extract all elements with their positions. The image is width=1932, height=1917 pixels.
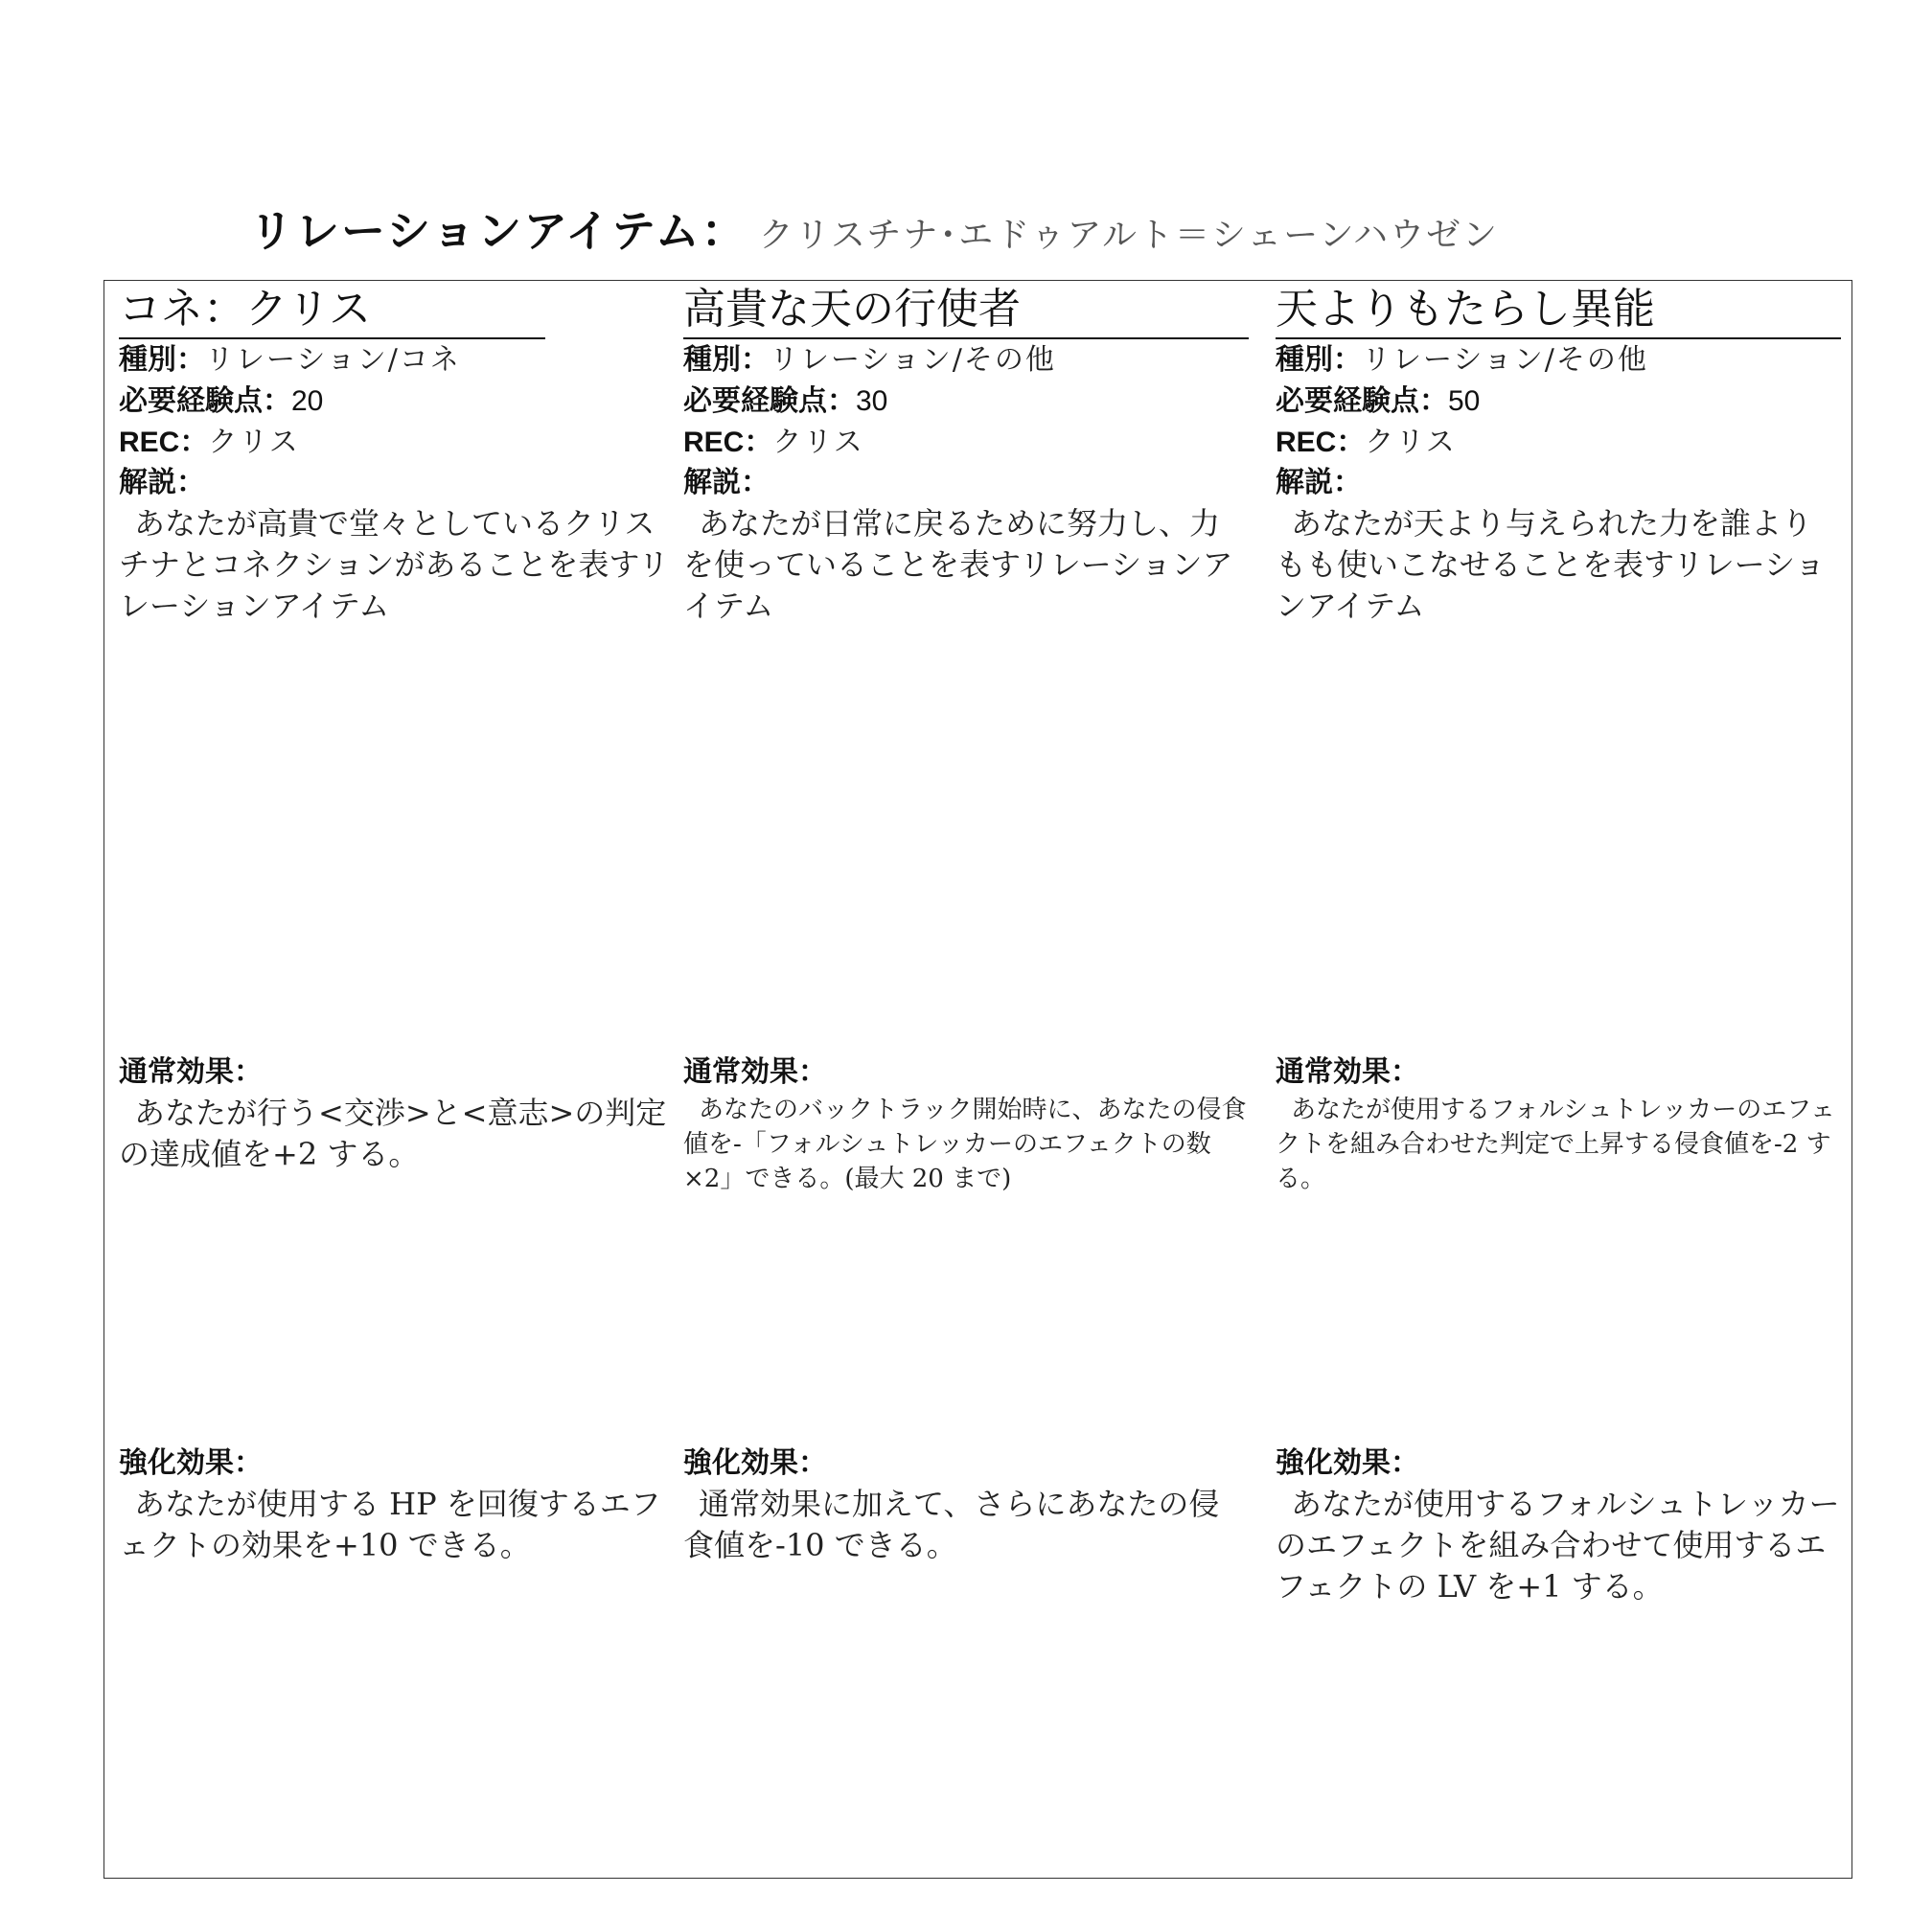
boost-effect-text: 通常効果に加えて、さらにあなたの侵食値を-10 できる。	[683, 1486, 1220, 1563]
rec-label: REC：	[1276, 427, 1366, 458]
rec-value: クリス	[208, 426, 300, 459]
rec-line	[119, 422, 684, 463]
type-label: 種別：	[1276, 344, 1362, 376]
rec-value: クリス	[1365, 426, 1457, 459]
normal-effect-text: あなたのバックトラック開始時に、あなたの侵食値を-「フォルシュトレッカーのエフェクトの数×2」できる。(最大 20 まで)	[683, 1096, 1247, 1193]
boost-effect	[683, 1444, 1249, 1566]
exp-value: 20	[291, 385, 324, 417]
type-line	[1276, 339, 1841, 381]
normal-effect	[683, 1052, 1249, 1196]
boost-effect-label: 強化効果：	[119, 1447, 263, 1479]
type-label: 種別：	[683, 344, 770, 376]
rec-line	[1276, 422, 1841, 463]
exp-value: 50	[1448, 385, 1481, 417]
relation-card-1	[119, 286, 684, 1867]
type-line	[119, 339, 684, 381]
normal-effect-text: あなたが使用するフォルシュトレッカーのエフェクトを組み合わせた判定で上昇する侵食値を-2 する。	[1276, 1096, 1835, 1193]
type-value: リレーション/その他	[770, 343, 1056, 377]
normal-effect-label: 通常効果：	[119, 1056, 263, 1088]
exp-line	[1276, 381, 1841, 422]
normal-effect	[1276, 1052, 1841, 1196]
desc-text: あなたが日常に戻るために努力し、力を使っていることを表すリレーションアイテム	[683, 505, 1233, 624]
exp-value: 30	[856, 385, 888, 417]
relation-card-2	[683, 286, 1249, 1867]
normal-effect-label: 通常効果：	[683, 1056, 827, 1088]
page-subtitle: クリスチナ･エドゥアルト＝シェーンハウゼン	[758, 216, 1499, 255]
desc-label: 解説：	[119, 467, 205, 498]
exp-label: 必要経験点：	[683, 385, 856, 417]
rec-label: REC：	[683, 427, 773, 458]
boost-effect-text: あなたが使用するフォルシュトレッカーのエフェクトを組み合わせて使用するエフェクトの LV を+1 する。	[1276, 1486, 1840, 1605]
boost-effect	[1276, 1444, 1841, 1607]
normal-effect	[119, 1052, 684, 1175]
desc-label: 解説：	[683, 467, 770, 498]
relation-card-3	[1276, 286, 1841, 1867]
normal-effect-text: あなたが行う<交渉>と<意志>の判定の達成値を+2 する。	[119, 1095, 667, 1172]
boost-effect-label: 強化効果：	[683, 1447, 827, 1479]
normal-effect-label: 通常効果：	[1276, 1056, 1419, 1088]
card-title: 天よりもたらし異能	[1276, 286, 1841, 339]
rec-value: クリス	[772, 426, 864, 459]
exp-label: 必要経験点：	[119, 385, 291, 417]
boost-effect-label: 強化効果：	[1276, 1447, 1419, 1479]
boost-effect	[119, 1444, 684, 1566]
page-title: リレーションアイテム：	[249, 205, 748, 257]
boost-effect-text: あなたが使用する HP を回復するエフェクトの効果を+10 できる。	[119, 1486, 661, 1563]
rec-line	[683, 422, 1249, 463]
type-label: 種別：	[119, 344, 205, 376]
desc-text: あなたが天より与えられた力を誰よりもも使いこなせることを表すリレーションアイテム	[1276, 505, 1826, 624]
card-title: 高貴な天の行使者	[683, 286, 1249, 339]
rec-label: REC：	[119, 427, 209, 458]
type-line	[683, 339, 1249, 381]
exp-label: 必要経験点：	[1276, 385, 1448, 417]
exp-line	[683, 381, 1249, 422]
desc-text: あなたが高貴で堂々としているクリスチナとコネクションがあることを表すリレーションアイテム	[119, 505, 670, 624]
type-value: リレーション/コネ	[205, 343, 461, 377]
card-title: コネ：クリス	[119, 286, 545, 339]
desc-label: 解説：	[1276, 467, 1362, 498]
exp-line	[119, 381, 684, 422]
page-header	[249, 196, 1687, 257]
type-value: リレーション/その他	[1362, 343, 1648, 377]
